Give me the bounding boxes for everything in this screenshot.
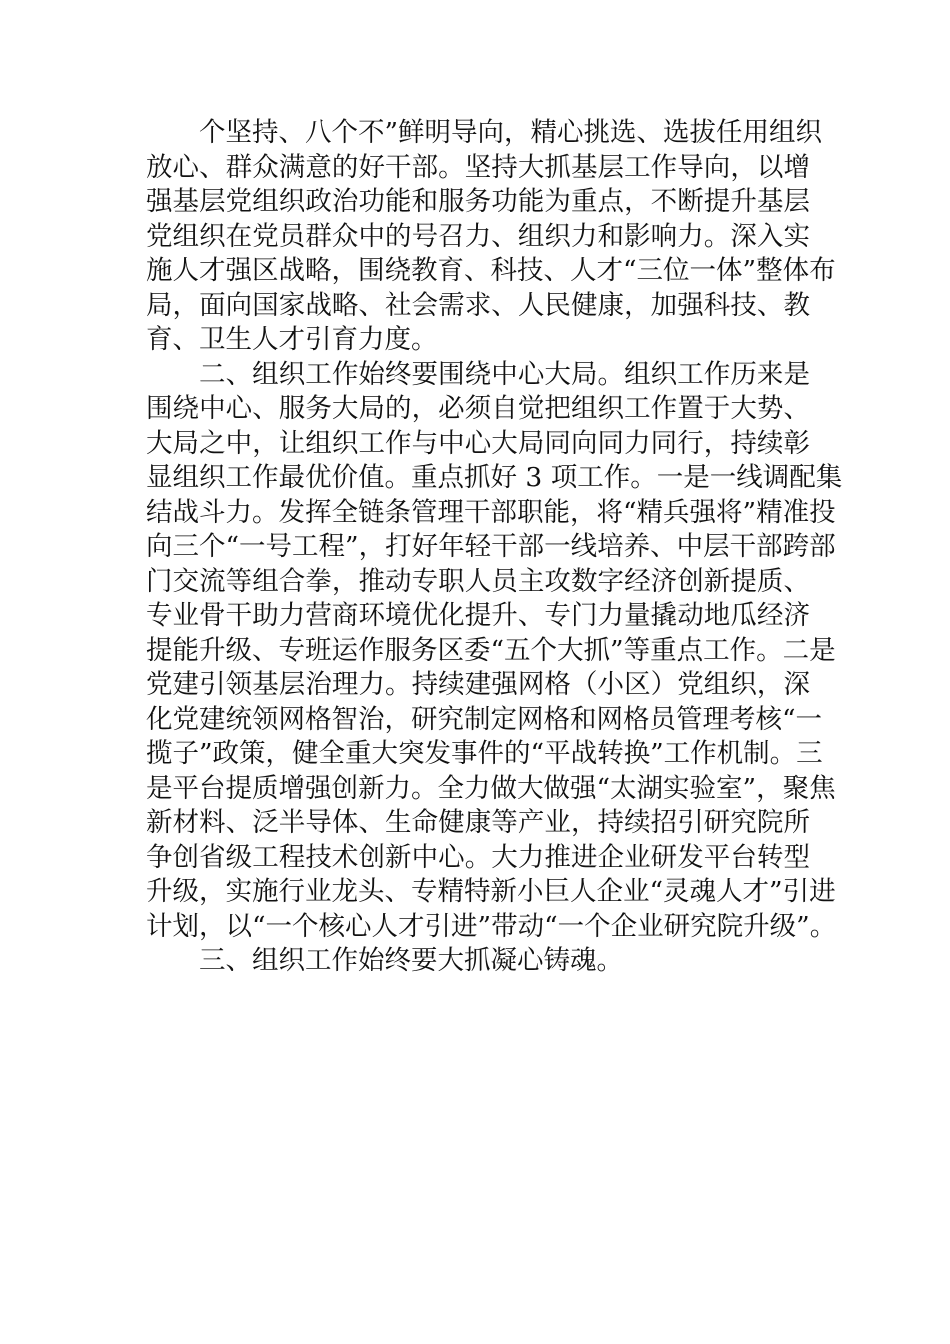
text-line: 新材料、泛半导体、生命健康等产业，持续招引研究院所: [146, 807, 810, 838]
text-line: 二、组织工作始终要围绕中心大局。组织工作历来是: [199, 358, 810, 390]
text-line: 育、卫生人才引育力度。: [146, 324, 438, 355]
text-line: 大局之中，让组织工作与中心大局同向同力同行，持续彰: [146, 427, 810, 459]
text-line: 显组织工作最优价值。重点抓好 3 项工作。一是一线调配集: [146, 462, 843, 493]
text-line: 个坚持、八个不”鲜明导向，精心挑选、选拔任用组织: [199, 117, 823, 148]
text-line: 局，面向国家战略、社会需求、人民健康，加强科技、教: [146, 289, 810, 321]
text-line: 党组织在党员群众中的号召力、组织力和影响力。深入实: [146, 220, 810, 252]
text-line: 化党建统领网格智治，研究制定网格和网格员管理考核“一: [146, 703, 823, 735]
text-line: 门交流等组合拳，推动专职人员主攻数字经济创新提质、: [146, 565, 810, 597]
text-line: 围绕中心、服务大局的，必须自觉把组织工作置于大势、: [146, 393, 810, 424]
text-line: 计划，以“一个核心人才引进”带动“一个企业研究院升级”。: [146, 910, 837, 942]
text-line: 向三个“一号工程”，打好年轻干部一线培养、中层干部跨部: [146, 531, 836, 562]
text-line: 是平台提质增强创新力。全力做大做强“太湖实验室”，聚焦: [146, 772, 836, 804]
text-line: 争创省级工程技术创新中心。大力推进企业研发平台转型: [146, 841, 810, 873]
text-line: 提能升级、专班运作服务区委“五个大抓”等重点工作。二是: [146, 634, 836, 666]
text-line: 揽子”政策，健全重大突发事件的“平战转换”工作机制。三: [146, 738, 823, 769]
text-line: 专业骨干助力营商环境优化提升、专门力量撬动地瓜经济: [146, 600, 810, 631]
text-line: 三、组织工作始终要大抓凝心铸魂。: [199, 945, 623, 976]
text-line: 施人才强区战略，围绕教育、科技、人才“三位一体”整体布: [146, 255, 836, 286]
document-body-text: [146, 116, 843, 979]
text-line: 升级，实施行业龙头、专精特新小巨人企业“灵魂人才”引进: [146, 876, 836, 907]
text-line: 放心、群众满意的好干部。坚持大抓基层工作导向，以增: [146, 151, 810, 183]
text-line: 党建引领基层治理力。持续建强网格（小区）党组织，深: [146, 669, 810, 700]
text-line: 强基层党组织政治功能和服务功能为重点，不断提升基层: [146, 186, 810, 217]
text-line: 结战斗力。发挥全链条管理干部职能，将“精兵强将”精准投: [146, 496, 836, 528]
